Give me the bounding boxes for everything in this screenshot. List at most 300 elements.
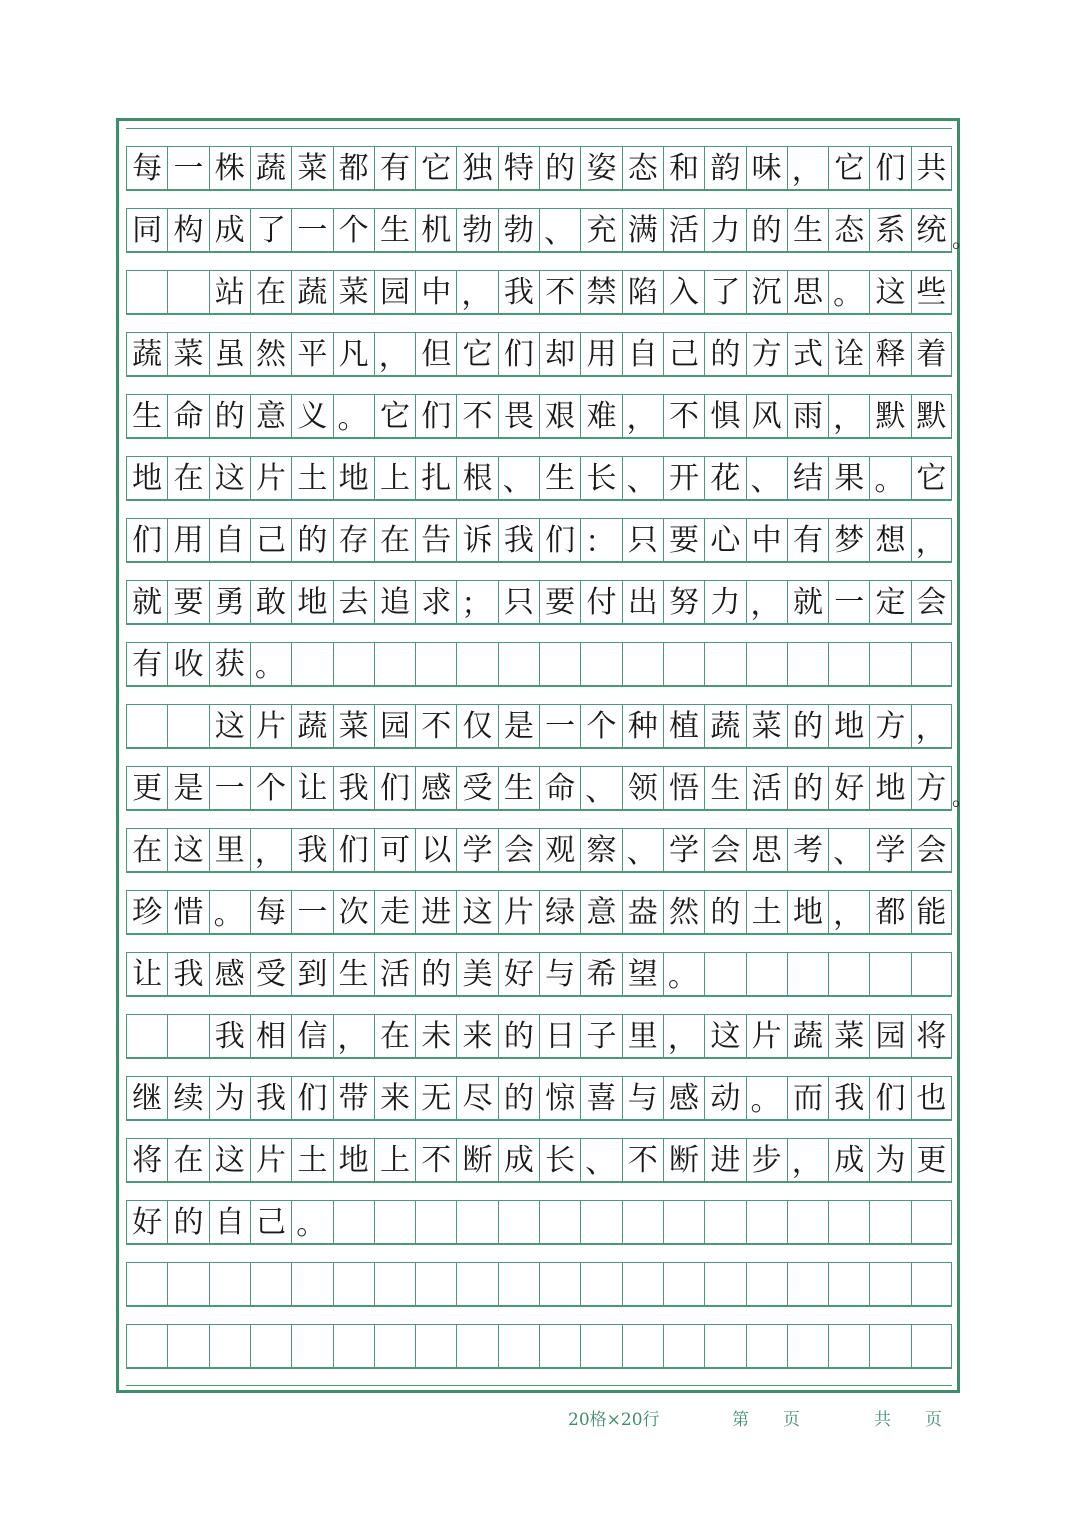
grid-cell: 希: [580, 953, 621, 996]
grid-cell: 不: [415, 705, 456, 748]
grid-cell: [126, 705, 167, 748]
grid-cell: 不: [415, 1139, 456, 1182]
spacer-band: [126, 500, 952, 519]
grid-cell: 陷: [622, 271, 663, 314]
grid-cell: 扎: [415, 457, 456, 500]
spacer-band: [126, 562, 952, 581]
grid-cell: [911, 1201, 952, 1244]
grid-cell: 片: [250, 457, 291, 500]
grid-cell: [415, 1201, 456, 1244]
grid-cell: ，: [828, 891, 869, 934]
grid-cell: 虽: [209, 333, 250, 376]
total-pages-label: 共 页: [874, 1410, 942, 1430]
grid-cell: 动: [704, 1077, 745, 1120]
grid-cell: 上: [374, 1139, 415, 1182]
grid-cell: [580, 1263, 621, 1306]
grid-cell: 在: [167, 457, 208, 500]
spacer-band: [126, 376, 952, 395]
grid-cell: 土: [746, 891, 787, 934]
grid-cell: 里: [622, 1015, 663, 1058]
grid-cell: 、: [622, 457, 663, 500]
grid-cell: [580, 1201, 621, 1244]
grid-cell: 望: [622, 953, 663, 996]
grid-cell: 这: [456, 891, 497, 934]
grid-cell: 凡: [333, 333, 374, 376]
grid-cell: 可: [374, 829, 415, 872]
grid-cell: [828, 953, 869, 996]
grid-cell: 默: [911, 395, 952, 438]
grid-cell: 菜: [333, 705, 374, 748]
grid-cell: 个: [250, 767, 291, 810]
grid-cell: 们: [374, 767, 415, 810]
grid-cell: [374, 643, 415, 686]
grid-cell: 活: [746, 767, 787, 810]
grid-cell: 在: [374, 519, 415, 562]
grid-cell: ，: [746, 581, 787, 624]
grid-cell: 开: [663, 457, 704, 500]
grid-cell: 蔬: [126, 333, 167, 376]
grid-cell: 站: [209, 271, 250, 314]
spacer-band: [126, 1058, 952, 1077]
grid-cell: ，: [663, 1015, 704, 1058]
grid-cell: 不: [663, 395, 704, 438]
grid-cell: 、: [580, 767, 621, 810]
grid-cell: 无: [415, 1077, 456, 1120]
grid-cell: 片: [250, 705, 291, 748]
grid-cell: [787, 1325, 828, 1368]
grid-cell: 梦: [828, 519, 869, 562]
grid-cell: [126, 1325, 167, 1368]
grid-cell: 敢: [250, 581, 291, 624]
grid-cell: 禁: [580, 271, 621, 314]
grid-cell: [869, 1263, 910, 1306]
grid-cell: 但: [415, 333, 456, 376]
grid-cell: 观: [539, 829, 580, 872]
grid-cell: 断: [663, 1139, 704, 1182]
grid-cell: 、: [828, 829, 869, 872]
grid-cell: ，: [911, 705, 952, 748]
grid-cell: [126, 271, 167, 314]
spacer-band: [126, 1244, 952, 1263]
grid-cell: [704, 1263, 745, 1306]
grid-cell: 雨: [787, 395, 828, 438]
grid-cell: 自: [622, 333, 663, 376]
grid-cell: 与: [622, 1077, 663, 1120]
grid-cell: [167, 271, 208, 314]
grid-cell: 根: [456, 457, 497, 500]
grid-cell: 要: [663, 519, 704, 562]
grid-cell: 一: [539, 705, 580, 748]
grid-cell: 察: [580, 829, 621, 872]
grid-cell: 们: [869, 1077, 910, 1120]
grid-cell: 的: [704, 891, 745, 934]
grid-cell: [126, 1015, 167, 1058]
grid-cell: [539, 643, 580, 686]
grid-cell: 。: [209, 891, 250, 934]
grid-cell: 用: [580, 333, 621, 376]
grid-cell: [828, 1201, 869, 1244]
grid-cell: ；: [456, 581, 497, 624]
grid-cell: 的: [704, 333, 745, 376]
grid-cell: [333, 1263, 374, 1306]
grid-cell: 、: [539, 209, 580, 252]
grid-cell: 蔬: [291, 705, 332, 748]
spacer-band: [126, 996, 952, 1015]
spacer-band: [126, 748, 952, 767]
grid-cell: 美: [456, 953, 497, 996]
grid-cell: [787, 1263, 828, 1306]
grid-cell: 生: [787, 209, 828, 252]
grid-cell: 一: [828, 581, 869, 624]
grid-cell: 用: [167, 519, 208, 562]
grid-cell: 们: [539, 519, 580, 562]
grid-cell: 们: [869, 147, 910, 190]
spacer-band: [126, 314, 952, 333]
grid-cell: [911, 1325, 952, 1368]
grid-cell: ，: [911, 519, 952, 562]
page-number-label: 第 页: [732, 1410, 800, 1430]
grid-cell: [869, 1201, 910, 1244]
grid-cell: 己: [663, 333, 704, 376]
grid-cell: 片: [746, 1015, 787, 1058]
grid-cell: 惧: [704, 395, 745, 438]
grid-cell: 的: [787, 705, 828, 748]
grid-cell: 态: [622, 147, 663, 190]
grid-cell: 方: [911, 767, 952, 810]
grid-cell: 这: [209, 1139, 250, 1182]
grid-cell: 意: [250, 395, 291, 438]
grid-cell: 学: [456, 829, 497, 872]
spacer-band: [126, 438, 952, 457]
grid-cell: 们: [291, 1077, 332, 1120]
grid-cell: 我: [291, 829, 332, 872]
grid-cell: 有: [787, 519, 828, 562]
grid-cell: 在: [374, 1015, 415, 1058]
grid-cell: [704, 953, 745, 996]
grid-cell: 然: [250, 333, 291, 376]
grid-row: [126, 829, 952, 872]
grid-cell: 菜: [333, 271, 374, 314]
grid-cell: 到: [291, 953, 332, 996]
grid-cell: [209, 1263, 250, 1306]
grid-cell: 艰: [539, 395, 580, 438]
grid-cell: 感: [415, 767, 456, 810]
grid-cell: 。: [333, 395, 374, 438]
grid-cell: 风: [746, 395, 787, 438]
grid-row: [126, 1325, 952, 1368]
grid-row: [126, 1015, 952, 1058]
grid-cell: 更: [911, 1139, 952, 1182]
grid-cell: 成: [209, 209, 250, 252]
grid-cell: [456, 643, 497, 686]
grid-cell: 相: [250, 1015, 291, 1058]
spacer-band: [126, 872, 952, 891]
grid-cell: [250, 1325, 291, 1368]
grid-cell: [498, 1325, 539, 1368]
grid-cell: 地: [291, 581, 332, 624]
grid-cell: 悟: [663, 767, 704, 810]
grid-cell: 进: [415, 891, 456, 934]
grid-cell: [498, 643, 539, 686]
grid-cell: 自: [209, 1201, 250, 1244]
grid-cell: 要: [539, 581, 580, 624]
grid-cell: 个: [580, 705, 621, 748]
grid-row: [126, 705, 952, 748]
grid-cell: [539, 1325, 580, 1368]
grid-cell: 机: [415, 209, 456, 252]
grid-cell: 味: [746, 147, 787, 190]
grid-cell: 受: [250, 953, 291, 996]
grid-cell: 、: [746, 457, 787, 500]
grid-cell: [415, 1325, 456, 1368]
grid-cell: 释: [869, 333, 910, 376]
spacer-band: [126, 190, 952, 209]
grid-cell: 园: [869, 1015, 910, 1058]
grid-cell: 会: [704, 829, 745, 872]
grid-cell: 的: [498, 1077, 539, 1120]
grid-cell: 却: [539, 333, 580, 376]
grid-cell: 感: [209, 953, 250, 996]
grid-cell: 来: [374, 1077, 415, 1120]
grid-cell: 共: [911, 147, 952, 190]
grid-cell: 些: [911, 271, 952, 314]
grid-cell: 要: [167, 581, 208, 624]
overflow-punctuation: 。: [952, 786, 975, 811]
grid-cell: [704, 1201, 745, 1244]
grid-cell: ，: [622, 395, 663, 438]
spacer-band: [126, 810, 952, 829]
grid-cell: 定: [869, 581, 910, 624]
grid-cell: 这: [209, 457, 250, 500]
grid-row: [126, 953, 952, 996]
grid-cell: ，: [828, 395, 869, 438]
grid-cell: 生: [333, 953, 374, 996]
grid-cell: 告: [415, 519, 456, 562]
grid-cell: 每: [250, 891, 291, 934]
grid-cell: 不: [456, 395, 497, 438]
grid-cell: 的: [209, 395, 250, 438]
grid-cell: 生: [704, 767, 745, 810]
grid-cell: 们: [498, 333, 539, 376]
grid-cell: 断: [456, 1139, 497, 1182]
grid-row: [126, 767, 952, 810]
grid-cell: [746, 1263, 787, 1306]
grid-cell: 这: [167, 829, 208, 872]
grid-cell: 一: [291, 209, 332, 252]
grid-cell: 在: [126, 829, 167, 872]
grid-cell: 生: [539, 457, 580, 500]
grid-cell: [869, 1325, 910, 1368]
grid-cell: 好: [498, 953, 539, 996]
grid-cell: [746, 1201, 787, 1244]
grid-cell: [911, 953, 952, 996]
grid-cell: 次: [333, 891, 374, 934]
grid-cell: [456, 1263, 497, 1306]
grid-row: [126, 209, 952, 252]
grid-cell: 土: [291, 1139, 332, 1182]
grid-cell: 长: [539, 1139, 580, 1182]
page-footer: [0, 1405, 1080, 1435]
grid-cell: [167, 1263, 208, 1306]
grid-cell: 入: [663, 271, 704, 314]
grid-cell: 自: [209, 519, 250, 562]
grid-cell: 生: [126, 395, 167, 438]
grid-cell: 的: [787, 767, 828, 810]
grid-cell: 着: [911, 333, 952, 376]
grid-cell: [704, 1325, 745, 1368]
grid-cell: [911, 1263, 952, 1306]
grid-cell: [291, 1325, 332, 1368]
grid-cell: 不: [539, 271, 580, 314]
grid-cell: 构: [167, 209, 208, 252]
grid-cell: 。: [746, 1077, 787, 1120]
spacer-band: [126, 252, 952, 271]
grid-cell: 蔬: [787, 1015, 828, 1058]
grid-cell: 生: [374, 209, 415, 252]
grid-cell: 。: [291, 1201, 332, 1244]
grid-cell: [869, 953, 910, 996]
grid-cell: 了: [704, 271, 745, 314]
grid-cell: 蔬: [704, 705, 745, 748]
grid-cell: 成: [828, 1139, 869, 1182]
grid-cell: [167, 1015, 208, 1058]
grid-cell: 让: [291, 767, 332, 810]
grid-cell: 会: [911, 581, 952, 624]
grid-cell: 进: [704, 1139, 745, 1182]
grid-cell: 的: [539, 147, 580, 190]
grid-cell: 我: [209, 1015, 250, 1058]
grid-cell: 珍: [126, 891, 167, 934]
grid-cell: 尽: [456, 1077, 497, 1120]
grid-row: [126, 1077, 952, 1120]
grid-cell: [828, 1325, 869, 1368]
grid-cell: 都: [333, 147, 374, 190]
grid-row: [126, 333, 952, 376]
manuscript-grid: [126, 128, 975, 1386]
grid-cell: 领: [622, 767, 663, 810]
grid-cell: 付: [580, 581, 621, 624]
grid-cell: 沉: [746, 271, 787, 314]
grid-cell: 地: [333, 457, 374, 500]
grid-cell: 土: [291, 457, 332, 500]
grid-cell: 将: [126, 1139, 167, 1182]
grid-cell: [456, 1201, 497, 1244]
grid-cell: 满: [622, 209, 663, 252]
grid-cell: 的: [415, 953, 456, 996]
grid-cell: 追: [374, 581, 415, 624]
grid-cell: 态: [828, 209, 869, 252]
spacer-band: [126, 128, 952, 147]
grid-cell: 了: [250, 209, 291, 252]
grid-cell: 生: [498, 767, 539, 810]
grid-cell: 带: [333, 1077, 374, 1120]
grid-cell: 好: [828, 767, 869, 810]
grid-cell: 。: [250, 643, 291, 686]
grid-cell: 子: [580, 1015, 621, 1058]
grid-cell: 步: [746, 1139, 787, 1182]
grid-cell: 未: [415, 1015, 456, 1058]
grid-cell: 菜: [746, 705, 787, 748]
grid-cell: 的: [291, 519, 332, 562]
grid-cell: 种: [622, 705, 663, 748]
grid-cell: 菜: [828, 1015, 869, 1058]
grid-cell: 诠: [828, 333, 869, 376]
grid-cell: 义: [291, 395, 332, 438]
grid-cell: [333, 1201, 374, 1244]
grid-cell: [704, 643, 745, 686]
grid-cell: 片: [498, 891, 539, 934]
grid-cell: 、: [498, 457, 539, 500]
grid-cell: 日: [539, 1015, 580, 1058]
grid-row: [126, 581, 952, 624]
grid-cell: 心: [704, 519, 745, 562]
grid-cell: 喜: [580, 1077, 621, 1120]
grid-spec-label: 20格×20行: [568, 1410, 660, 1430]
grid-cell: 续: [167, 1077, 208, 1120]
grid-row: [126, 1201, 952, 1244]
spacer-band: [126, 624, 952, 643]
grid-cell: 勃: [498, 209, 539, 252]
grid-cell: 这: [869, 271, 910, 314]
grid-cell: 去: [333, 581, 374, 624]
grid-cell: 、: [580, 1139, 621, 1182]
grid-cell: 而: [787, 1077, 828, 1120]
grid-cell: [869, 643, 910, 686]
grid-cell: 平: [291, 333, 332, 376]
grid-cell: 盎: [622, 891, 663, 934]
grid-cell: 这: [704, 1015, 745, 1058]
grid-cell: ，: [250, 829, 291, 872]
grid-cell: 菜: [167, 333, 208, 376]
grid-cell: 思: [746, 829, 787, 872]
grid-cell: [580, 1325, 621, 1368]
grid-cell: 韵: [704, 147, 745, 190]
grid-cell: 我: [828, 1077, 869, 1120]
grid-cell: 的: [498, 1015, 539, 1058]
grid-cell: [374, 1263, 415, 1306]
grid-cell: 活: [663, 209, 704, 252]
grid-row: [126, 395, 952, 438]
grid-cell: 畏: [498, 395, 539, 438]
grid-cell: 勇: [209, 581, 250, 624]
grid-cell: 走: [374, 891, 415, 934]
grid-cell: [291, 1263, 332, 1306]
grid-cell: 力: [704, 581, 745, 624]
grid-row: [126, 457, 952, 500]
grid-cell: 为: [869, 1139, 910, 1182]
grid-cell: 勃: [456, 209, 497, 252]
grid-cell: 园: [374, 705, 415, 748]
grid-cell: 一: [209, 767, 250, 810]
grid-cell: 。: [828, 271, 869, 314]
grid-cell: 方: [869, 705, 910, 748]
grid-cell: 式: [787, 333, 828, 376]
grid-cell: 它: [828, 147, 869, 190]
grid-cell: ，: [374, 333, 415, 376]
grid-cell: 地: [333, 1139, 374, 1182]
grid-row: [126, 1263, 952, 1306]
grid-cell: 会: [911, 829, 952, 872]
grid-cell: 结: [787, 457, 828, 500]
grid-cell: [746, 643, 787, 686]
grid-cell: 特: [498, 147, 539, 190]
grid-cell: [787, 1201, 828, 1244]
grid-cell: 存: [333, 519, 374, 562]
grid-cell: 有: [374, 147, 415, 190]
grid-row: [126, 271, 952, 314]
grid-cell: 收: [167, 643, 208, 686]
grid-cell: 都: [869, 891, 910, 934]
